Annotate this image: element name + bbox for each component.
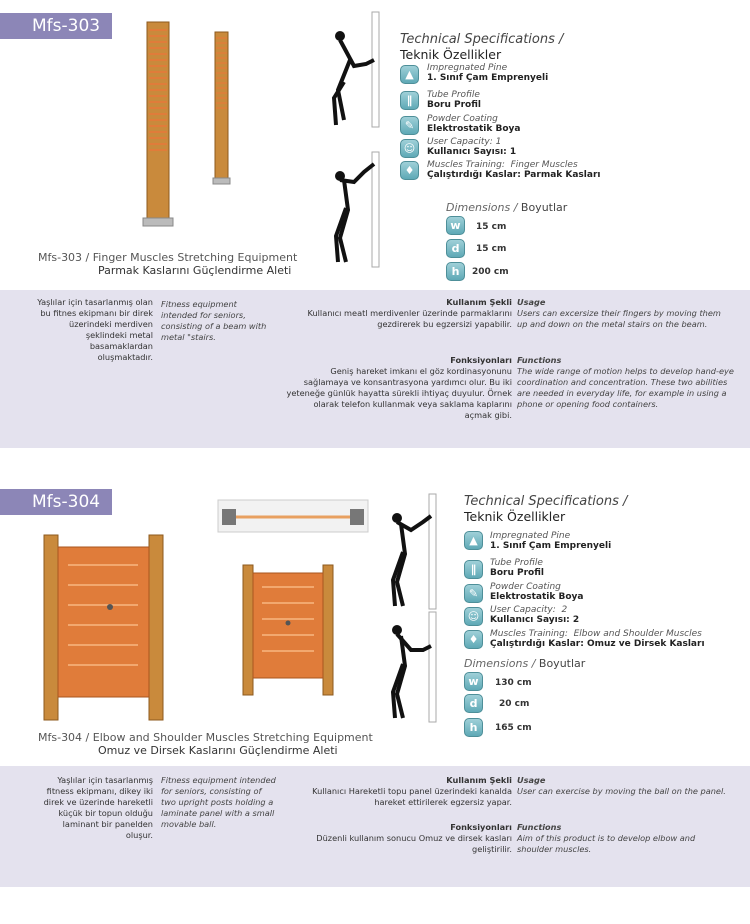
spec-capacity: User Capacity: 2 Kullanıcı Sayısı: 2 — [490, 605, 580, 625]
usage-tr: Kullanım Şekli Kullanıcı Hareketli topu panel üzerindeki kanalda hareket ettirilerek egzersiz yapar. — [312, 775, 512, 807]
product-code-tag: Mfs-304 — [0, 489, 112, 515]
product-image-mfs-303 — [135, 22, 335, 252]
width-icon: w — [464, 672, 483, 691]
spec-coating: Powder Coating Elektrostatik Boya — [490, 582, 584, 602]
spec-muscles: Muscles Training: Finger Muscles Çalıştırdığı Kaslar: Parmak Kasları — [427, 160, 601, 180]
description-en: Fitness equipment intended for seniors, consisting of a beam with metal "stairs. — [161, 299, 267, 342]
spec-coating: Powder Coating Elektrostatik Boya — [427, 114, 521, 134]
spec-title-tr: Teknik Özellikler — [400, 47, 502, 62]
description-en: Fitness equipment intended for seniors, consisting of two upright posts holding a laminate panel with a small movable ball. — [161, 775, 276, 829]
functions-en: Functions Aim of this product is to develop elbow and shoulder muscles. — [517, 822, 696, 854]
height-value: 165 cm — [495, 723, 532, 733]
product-caption: Mfs-304 / Elbow and Shoulder Muscles Stretching Equipment — [38, 731, 373, 744]
product-caption-tr: Omuz ve Dirsek Kaslarını Güçlendirme Aleti — [98, 744, 338, 757]
spec-material: Impregnated Pine 1. Sınıf Çam Emprenyeli — [490, 531, 612, 551]
exercise-figure-bottom — [387, 610, 447, 725]
spec-title-tr: Teknik Özellikler — [464, 509, 566, 524]
width-value: 15 cm — [476, 222, 507, 232]
tube-icon: ∥ — [464, 560, 483, 579]
dimensions-title: Dimensions / Boyutlar — [464, 657, 586, 670]
product-image-mfs-304 — [38, 495, 373, 725]
depth-value: 15 cm — [476, 244, 507, 254]
users-icon: ☺ — [464, 607, 483, 626]
muscle-icon: ♦ — [464, 630, 483, 649]
spec-profile: Tube Profile Boru Profil — [490, 558, 544, 578]
width-value: 130 cm — [495, 678, 532, 688]
spec-title-en: Technical Specifications / — [464, 494, 628, 509]
spec-profile: Tube Profile Boru Profil — [427, 90, 481, 110]
width-icon: w — [446, 216, 465, 235]
functions-en: Functions The wide range of motion helps to develop hand-eye coordination and concentration. These two abilities are needed in everyday life, for example in using a phone or opening food containers. — [517, 355, 734, 409]
height-icon: h — [446, 262, 465, 281]
depth-icon: d — [464, 694, 483, 713]
depth-value: 20 cm — [499, 699, 530, 709]
usage-en: Usage Users can excersize their fingers by moving them up and down on the metal stairs on the beam. — [517, 297, 721, 329]
pine-icon: ▲ — [400, 65, 419, 84]
depth-icon: d — [446, 239, 465, 258]
description-tr: Yaşlılar için tasarlanmış olan bu fitnes ekipmanı bir direk üzerindeki merdiven şeklindeki metal basamaklardan oluşmaktadır. — [37, 297, 153, 362]
description-tr: Yaşlılar için tasarlanmış fitness ekipmanı, dikey iki direk ve üzerinde hareketli küçük bir topun olduğu laminant bir panelden oluşur. — [43, 775, 153, 840]
tube-icon: ∥ — [400, 91, 419, 110]
product-caption-tr: Parmak Kaslarını Güçlendirme Aleti — [98, 264, 292, 277]
spec-capacity: User Capacity: 1 Kullanıcı Sayısı: 1 — [427, 137, 517, 157]
height-value: 200 cm — [472, 267, 509, 277]
muscle-icon: ♦ — [400, 161, 419, 180]
spec-title-en: Technical Specifications / — [400, 32, 564, 47]
paint-icon: ✎ — [464, 584, 483, 603]
dimensions-title: Dimensions / Boyutlar — [446, 201, 568, 214]
usage-en: Usage User can exercise by moving the ball on the panel. — [517, 775, 726, 796]
product-caption: Mfs-303 / Finger Muscles Stretching Equipment — [38, 251, 298, 264]
users-icon: ☺ — [400, 139, 419, 158]
exercise-figure-top — [330, 10, 390, 130]
spec-muscles: Muscles Training: Elbow and Shoulder Muscles Çalıştırdığı Kaslar: Omuz ve Dirsek Kasları — [490, 629, 705, 649]
pine-icon: ▲ — [464, 531, 483, 550]
spec-title — [464, 494, 627, 524]
height-icon: h — [464, 718, 483, 737]
functions-tr: Fonksiyonları Düzenli kullanım sonucu Omuz ve dirsek kasları geliştirilir. — [316, 822, 512, 854]
spec-title — [400, 32, 563, 62]
functions-tr: Fonksiyonları Geniş hareket imkanı el göz kordinasyonunu sağlamaya ve konsantrasyona yardımcı olur. Bu iki yeteneğe günlük hayatta sürekli ihtiyaç duyulur. Örnek olarak telefon kullanmak veya saklama kaplarını açmak gibi. — [286, 355, 512, 420]
product-code-tag: Mfs-303 — [0, 13, 112, 39]
exercise-figure-bottom — [330, 150, 390, 270]
paint-icon: ✎ — [400, 116, 419, 135]
usage-tr: Kullanım Şekli Kullanıcı meatl merdivenler üzerinde parmaklarını gezdirerek bu egzersizi yapabilir. — [307, 297, 512, 329]
spec-material: Impregnated Pine 1. Sınıf Çam Emprenyeli — [427, 63, 549, 83]
exercise-figure-top — [387, 492, 447, 612]
